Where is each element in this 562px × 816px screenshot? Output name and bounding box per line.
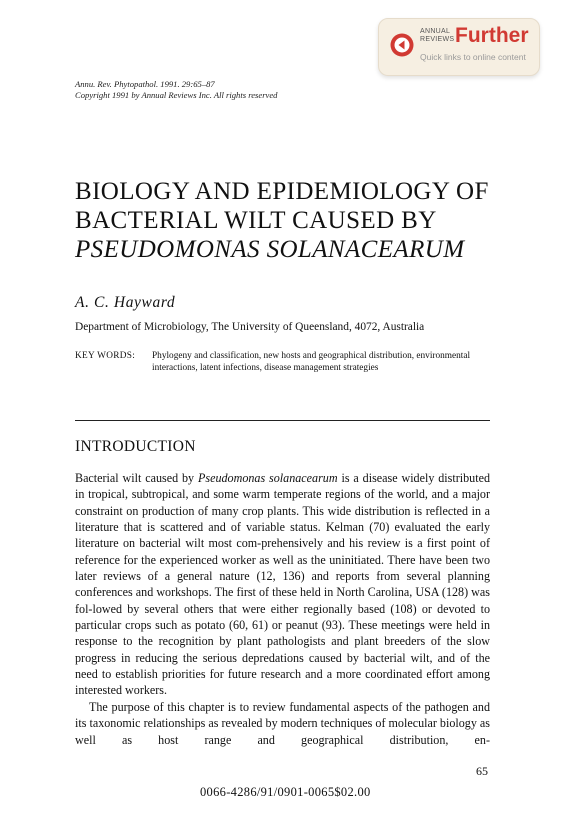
- section-heading: INTRODUCTION: [75, 438, 196, 455]
- annual-reviews-brand: [420, 28, 460, 44]
- brand-line-2: REVIEWS: [420, 36, 455, 43]
- further-title: Further: [455, 24, 529, 47]
- further-subtitle: Quick links to online content: [420, 52, 526, 62]
- further-links-badge[interactable]: [378, 18, 540, 76]
- citation-header: [75, 79, 277, 101]
- keywords-label: KEY WORDS:: [75, 351, 136, 361]
- article-title: [75, 177, 515, 264]
- body-paragraph-2: The purpose of this chapter is to review fundamental aspects of the pathogen and its taxonomic relationships as revealed by modern techniques of molecular biology as well as host range and geographical distribution, en-: [75, 699, 490, 747]
- p1-text-b: is a disease widely distributed in tropical, subtropical, and some warm temperate regions of the world, and a major constraint on production of many crop plants. This wide distribution is reflected in a literature that is scattered and of variable status. Kelman (70) evaluated the early literature on bacterial wilt most com-prehensively and his review is a first point of reference for the experienced worker as well as the uninitiated. There have been two later reviews of a general nature (12, 136) and reports from several planning conferences and workshops. The first of these held in North Carolina, USA (128) was fol-lowed by several others that were either regionally based (108) or devoted to particular crops such as potato (60, 61) or peanut (93). These meetings were held in response to the recognition by plant pathologists and plant breeders of the slow progress in reducing the serious depredations caused by bacterial wilt, and of the need to establish priorities for future research and a more coordinated effort among interested workers.: [75, 471, 490, 698]
- author-name: A. C. Hayward: [75, 294, 176, 311]
- page-number: 65: [476, 764, 488, 778]
- article-body: [75, 470, 490, 748]
- author-affiliation: Department of Microbiology, The University of Queensland, 4072, Australia: [75, 321, 425, 333]
- keywords-text: Phylogeny and classification, new hosts and geographical distribution, environmental interactions, latent infections, disease management strategies: [152, 351, 471, 373]
- species-name: Pseudomonas solanacearum: [197, 471, 338, 485]
- brand-line-1: ANNUAL: [420, 28, 451, 35]
- citation-journal: Annu. Rev. Phytopathol. 1991. 29:65–87: [75, 79, 215, 89]
- p1-text-a: Bacterial wilt caused by: [75, 471, 198, 485]
- document-code: 0066-4286/91/0901-0065$02.00: [200, 785, 371, 799]
- section-divider: [75, 420, 490, 421]
- title-line-3: PSEUDOMONAS SOLANACEARUM: [75, 236, 465, 263]
- title-line-2: BACTERIAL WILT CAUSED BY: [75, 207, 437, 234]
- play-circle-icon: [390, 33, 414, 57]
- title-line-1: BIOLOGY AND EPIDEMIOLOGY OF: [75, 178, 489, 205]
- body-paragraph-1: [75, 470, 490, 699]
- citation-copyright: Copyright 1991 by Annual Reviews Inc. All rights reserved: [75, 90, 278, 100]
